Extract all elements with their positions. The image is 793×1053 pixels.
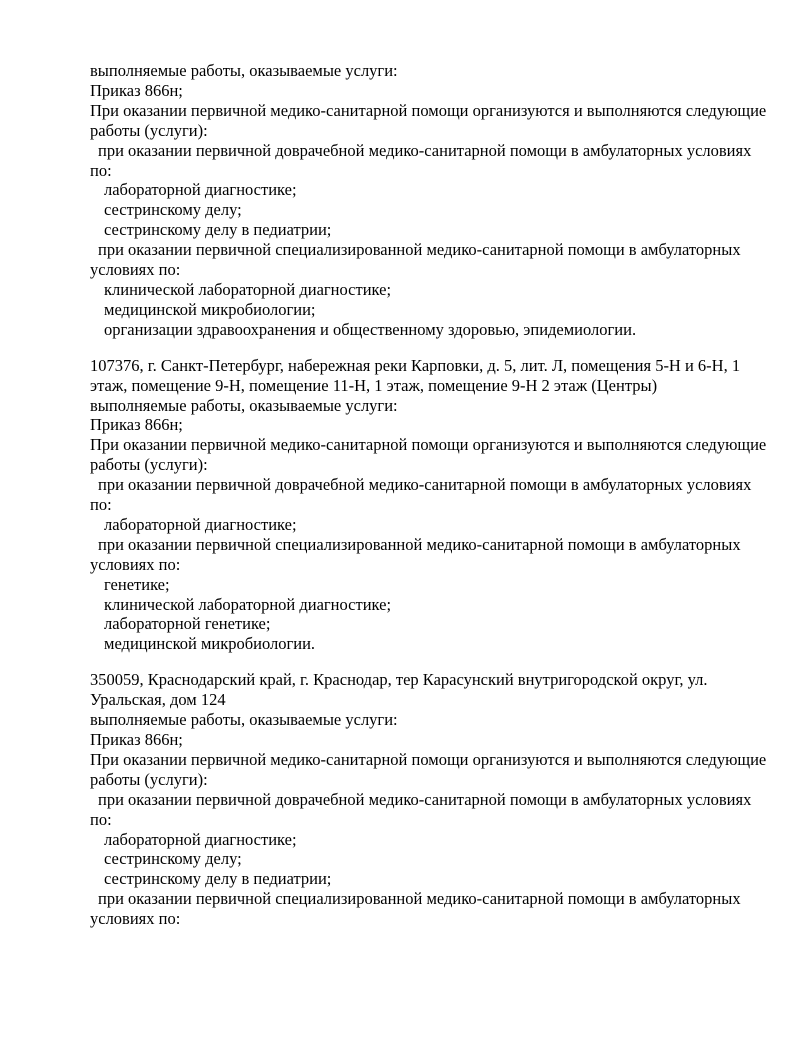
text-line: При оказании первичной медико-санитарной помощи организуются и выполняются следующие (90, 749, 767, 769)
text-line: лабораторной генетике; (104, 614, 271, 634)
text-line: сестринскому делу; (104, 849, 242, 869)
text-line: лабораторной диагностике; (104, 180, 297, 200)
text-line: при оказании первичной доврачебной медико-санитарной помощи в амбулаторных условиях (98, 789, 752, 809)
text-line: при оказании первичной специализированной медико-санитарной помощи в амбулаторных (98, 534, 741, 554)
text-line: работы (услуги): (90, 455, 208, 475)
license-section-3 (90, 670, 790, 929)
text-line: условиях по: (90, 260, 181, 280)
text-line: медицинской микробиологии; (104, 299, 316, 319)
text-line: Уральская, дом 124 (90, 690, 226, 710)
text-line: при оказании первичной специализированной медико-санитарной помощи в амбулаторных (98, 889, 741, 909)
text-line: клинической лабораторной диагностике; (104, 279, 392, 299)
text-line: сестринскому делу в педиатрии; (104, 220, 332, 240)
text-line: выполняемые работы, оказываемые услуги: (90, 61, 398, 80)
text-line: клинической лабораторной диагностике; (104, 594, 392, 614)
text-line: выполняемые работы, оказываемые услуги: (90, 710, 398, 730)
text-line: 350059, Краснодарский край, г. Краснодар, тер Карасунский внутригородской округ, ул. (90, 670, 708, 690)
text-line: организации здравоохранения и общественному здоровью, эпидемиологии. (104, 319, 637, 339)
text-line: Приказ 866н; (90, 80, 183, 100)
text-line: 107376, г. Санкт-Петербург, набережная реки Карповки, д. 5, лит. Л, помещения 5-Н и 6-Н, 1 (90, 355, 741, 375)
text-line: условиях по: (90, 909, 181, 929)
text-line: лабораторной диагностике; (104, 829, 297, 849)
text-line: При оказании первичной медико-санитарной помощи организуются и выполняются следующие (90, 100, 767, 120)
text-line: сестринскому делу в педиатрии; (104, 869, 332, 889)
text-line: по: (90, 495, 112, 515)
text-line: Приказ 866н; (90, 415, 183, 435)
text-line: по: (90, 809, 112, 829)
license-section-1 (90, 61, 790, 340)
text-line: генетике; (104, 574, 170, 594)
text-line: сестринскому делу; (104, 200, 242, 220)
text-line: условиях по: (90, 554, 181, 574)
text-line: Приказ 866н; (90, 730, 183, 749)
text-line: лабораторной диагностике; (104, 514, 297, 534)
license-works-and-services-text (90, 61, 790, 945)
text-line: выполняемые работы, оказываемые услуги: (90, 395, 398, 415)
text-line: при оказании первичной специализированной медико-санитарной помощи в амбулаторных (98, 240, 741, 260)
license-section-2 (90, 356, 790, 655)
text-line: этаж, помещение 9-Н, помещение 11-Н, 1 этаж, помещение 9-Н 2 этаж (Центры) (90, 375, 658, 395)
text-line: работы (услуги): (90, 120, 208, 140)
text-line: при оказании первичной доврачебной медико-санитарной помощи в амбулаторных условиях (98, 475, 752, 495)
text-line: при оказании первичной доврачебной медико-санитарной помощи в амбулаторных условиях (98, 140, 752, 160)
text-line: по: (90, 160, 112, 180)
text-line: медицинской микробиологии. (104, 634, 316, 654)
text-line: При оказании первичной медико-санитарной помощи организуются и выполняются следующие (90, 435, 767, 455)
text-line: работы (услуги): (90, 769, 208, 789)
